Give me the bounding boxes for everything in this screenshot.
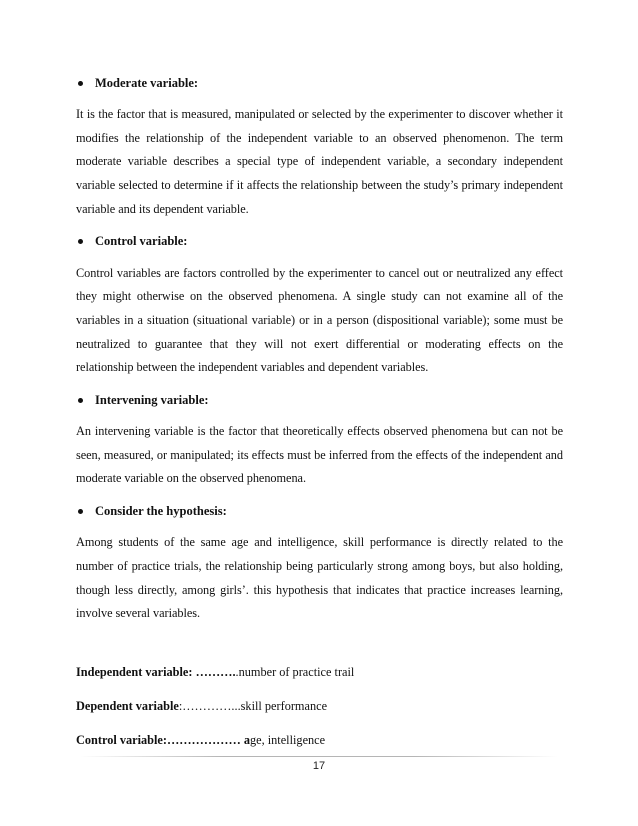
bullet-icon <box>78 81 83 86</box>
section-paragraph-intervening: An intervening variable is the factor that theoretically effects observed phenomena but can not be seen, measured, or manipulated; its effects must be inferred from the effects of the independent and moderate variable on the observed phenomena. <box>76 424 563 486</box>
spacer <box>76 636 563 662</box>
heading-text: Intervening variable: <box>95 392 209 407</box>
page-number: 17 <box>312 760 326 772</box>
definition-value: :…………...skill performance <box>178 698 328 713</box>
section-paragraph-hypothesis: Among students of the same age and intelligence, skill performance is directly related to the number of practice trials, the relationship being particularly strong among boys, but also holding, though less directly, among girls’. this hypothesis that indicates that practice increases learning, involve several variables. <box>76 535 563 621</box>
section-heading-hypothesis <box>76 501 563 521</box>
section-paragraph-control: Control variables are factors controlled by the experimenter to cancel out or neutralized any effect they might otherwise on the observed phenomena. A single study can not examine all of the variables in a situation (situational variable) or in a person (dispositional variable); some must be neutralized to guarantee that they will not exert differential or moderating effects on the relationship between the independent variables and dependent variables. <box>76 265 563 375</box>
definition-label: Independent variable: ………. <box>76 664 236 679</box>
heading-text: Control variable: <box>95 234 188 249</box>
bullet-icon <box>78 398 83 403</box>
section-heading-intervening <box>76 390 563 410</box>
section-heading-moderate <box>76 73 563 93</box>
footer-divider <box>80 756 558 757</box>
definition-value: ge, intelligence <box>249 732 326 747</box>
definition-label: Dependent variable <box>76 698 179 713</box>
definition-value: .number of practice trail <box>235 664 355 679</box>
heading-text: Moderate variable: <box>95 75 199 90</box>
section-heading-control <box>76 232 563 252</box>
page-content <box>76 73 563 764</box>
definition-dependent <box>76 696 563 730</box>
section-paragraph-moderate: It is the factor that is measured, manipulated or selected by the experimenter to discover whether it modifies the relationship of the independent variable to an observed phenomenon. The term moderate variable describes a special type of independent variable, a secondary independent variable selected to determine if it affects the relationship between the study’s primary independent variable and its dependent variable. <box>76 107 563 216</box>
bullet-icon <box>78 239 83 244</box>
definition-label: Control variable:……………… a <box>76 732 250 747</box>
definition-independent <box>76 662 563 696</box>
bullet-icon <box>78 509 83 514</box>
heading-text: Consider the hypothesis: <box>95 503 227 518</box>
definition-control <box>76 730 563 764</box>
